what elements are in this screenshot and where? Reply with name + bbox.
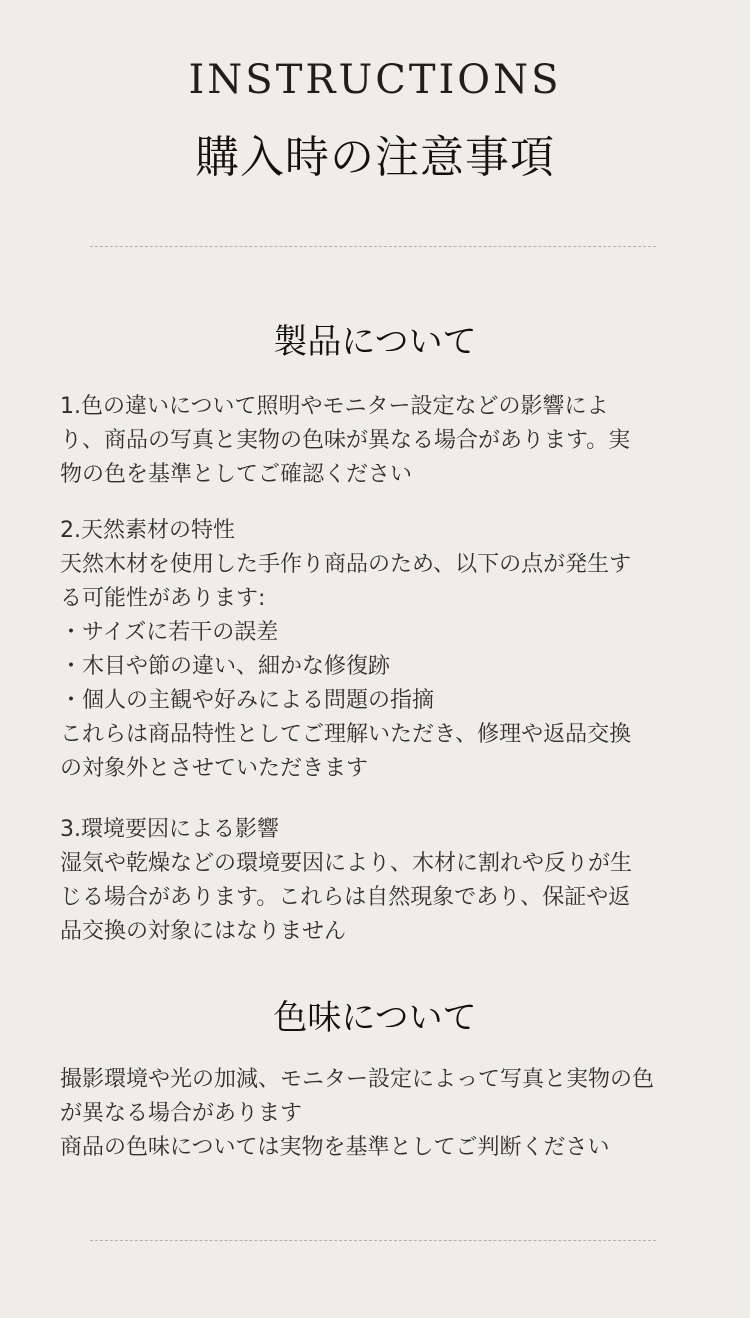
notice-line: 商品の色味については実物を基準としてご判断ください bbox=[60, 1135, 610, 1160]
products-heading: 製品について bbox=[273, 322, 477, 362]
notice-line: ・個人の主観や好みによる問題の指摘 bbox=[60, 688, 435, 713]
notice-item-environment bbox=[60, 813, 700, 949]
color-heading: 色味について bbox=[273, 998, 477, 1038]
notice-line: 品交換の対象にはなりません bbox=[60, 919, 347, 944]
notice-line: る可能性があります: bbox=[60, 586, 266, 611]
notice-line: が異なる場合があります bbox=[60, 1101, 303, 1126]
notice-line: ・サイズに若干の誤差 bbox=[60, 620, 279, 645]
notice-line: ・木目や節の違い、細かな修復跡 bbox=[60, 654, 391, 679]
notice-line: 2.天然素材の特性 bbox=[60, 518, 235, 543]
notice-line: り、商品の写真と実物の色味が異なる場合があります。実 bbox=[60, 428, 631, 453]
notice-line: 1.色の違いについて照明やモニター設定などの影響によ bbox=[60, 394, 609, 419]
notice-item-natural-material bbox=[60, 514, 700, 786]
notice-item-color-difference bbox=[60, 390, 700, 492]
notice-line: じる場合があります。これらは自然現象であり、保証や返 bbox=[60, 885, 631, 910]
notice-line: 湿気や乾燥などの環境要因により、木材に割れや反りが生 bbox=[60, 851, 633, 876]
notice-line: これらは商品特性としてご理解いただき、修理や返品交換 bbox=[60, 722, 632, 747]
notice-line: の対象外とさせていただきます bbox=[60, 756, 369, 781]
page-title: 購入時の注意事項 bbox=[195, 132, 555, 183]
color-notice bbox=[60, 1063, 700, 1165]
bottom-divider bbox=[90, 1240, 656, 1241]
top-divider bbox=[90, 246, 656, 247]
notice-line: 撮影環境や光の加減、モニター設定によって写真と実物の色 bbox=[60, 1067, 655, 1092]
notice-line: 3.環境要因による影響 bbox=[60, 817, 279, 842]
notice-line: 物の色を基準としてご確認ください bbox=[60, 462, 413, 487]
eyebrow-label: INSTRUCTIONS bbox=[188, 57, 562, 103]
notice-line: 天然木材を使用した手作り商品のため、以下の点が発生す bbox=[60, 552, 632, 577]
